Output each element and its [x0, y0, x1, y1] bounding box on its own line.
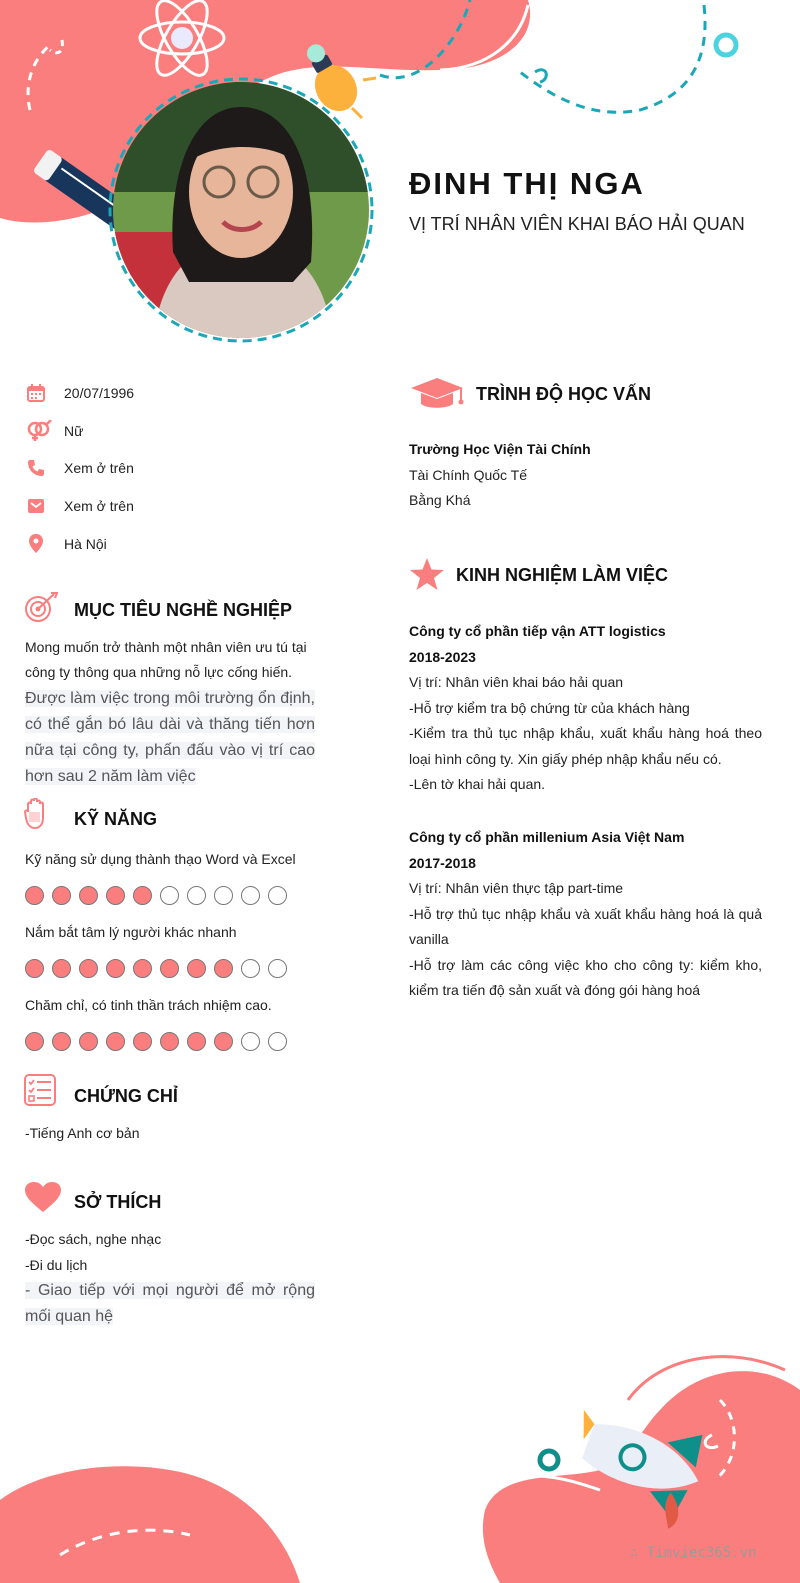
location-text: Hà Nội	[64, 536, 107, 552]
objective-highlight-text: Được làm việc trong môi trường ổn định, có thể gắn bó lâu dài và thăng tiến hơn nữa tại công ty, phấn đấu vào vị trí cao hơn sau 2 năm làm việc	[25, 690, 315, 785]
rating-dot-filled	[187, 1032, 206, 1051]
job-line: Vị trí: Nhân viên khai báo hải quan	[409, 674, 624, 690]
rating-dot-filled	[133, 1032, 152, 1051]
birthdate-text: 20/07/1996	[64, 385, 135, 401]
objective-highlight	[25, 686, 315, 790]
job-line: -Hỗ trợ kiểm tra bộ chứng từ của khách hàng	[409, 699, 690, 716]
skill-label: Chăm chỉ, có tinh thần trách nhiệm cao.	[25, 997, 272, 1013]
rating-dot-empty	[241, 886, 260, 905]
rating-dot-filled	[133, 959, 152, 978]
education-school: Trường Học Viện Tài Chính	[409, 441, 591, 457]
job-entry	[409, 619, 762, 798]
location-icon	[26, 532, 54, 556]
education-degree: Bằng Khá	[409, 492, 471, 508]
certificate-item: -Tiếng Anh cơ bản	[25, 1125, 140, 1141]
graduation-cap-icon	[409, 376, 465, 417]
calendar-icon	[26, 381, 54, 405]
rating-dot-filled	[106, 959, 125, 978]
rating-dot-empty	[160, 886, 179, 905]
hobby-highlight-text: - Giao tiếp với mọi người để mở rộng mối quan hệ	[25, 1282, 315, 1325]
rating-dot-empty	[241, 959, 260, 978]
email-icon	[26, 494, 54, 518]
rating-dot-empty	[241, 1032, 260, 1051]
hand-icon	[24, 798, 48, 835]
job-line: Vị trí: Nhân viên thực tập part-time	[409, 880, 624, 896]
job-entry	[409, 825, 762, 1004]
candidate-position: VỊ TRÍ NHÂN VIÊN KHAI BÁO HẢI QUAN	[409, 214, 745, 234]
rating-dot-filled	[79, 959, 98, 978]
gender-text: Nữ	[64, 423, 84, 439]
rating-dot-filled	[106, 886, 125, 905]
rating-dot-filled	[79, 886, 98, 905]
rating-dot-filled	[52, 1032, 71, 1051]
objective-title: MỤC TIÊU NGHỀ NGHIỆP	[74, 600, 293, 620]
experience-title: KINH NGHIỆM LÀM VIỆC	[456, 565, 669, 585]
job-line: -Hỗ trợ làm các công việc kho cho công ty: kiểm kho, kiểm tra tiến độ sản xuất và đóng gói hàng hoá	[409, 956, 762, 998]
contact-gender	[26, 419, 83, 443]
objective-text: Mong muốn trở thành một nhân viên ưu tú tại công ty thông qua những nỗ lực cống hiến.	[25, 639, 307, 680]
job-period: 2017-2018	[409, 854, 476, 871]
job-company: Công ty cổ phần tiếp vận ATT logistics	[409, 623, 666, 639]
contact-phone	[26, 456, 134, 480]
watermark: ∴ Timviec365.vn	[630, 1545, 757, 1561]
rating-dot-filled	[187, 959, 206, 978]
rating-dot-filled	[133, 886, 152, 905]
target-icon	[24, 592, 58, 629]
checklist-icon	[24, 1074, 56, 1111]
contact-location	[26, 532, 107, 556]
job-period: 2018-2023	[409, 648, 476, 665]
skill-rating	[25, 886, 287, 905]
candidate-name: ĐINH THỊ NGA	[409, 166, 645, 201]
rating-dot-empty	[187, 886, 206, 905]
rating-dot-filled	[52, 886, 71, 905]
star-icon	[409, 557, 445, 596]
skill-label: Nắm bắt tâm lý người khác nhanh	[25, 924, 237, 940]
rating-dot-filled	[214, 959, 233, 978]
skill-rating	[25, 959, 287, 978]
skills-title: KỸ NĂNG	[74, 809, 158, 829]
hobby-highlight	[25, 1278, 315, 1330]
contact-email	[26, 494, 134, 518]
rating-dot-empty	[268, 959, 287, 978]
ring-decoration	[716, 35, 736, 55]
education-details	[409, 437, 762, 514]
email-text: Xem ở trên	[64, 498, 134, 514]
hobby-item: -Đi du lịch	[25, 1257, 88, 1273]
heart-icon	[24, 1181, 62, 1218]
skill-rating	[25, 1032, 287, 1051]
contact-birthdate	[26, 381, 134, 405]
rating-dot-filled	[25, 886, 44, 905]
rating-dot-filled	[106, 1032, 125, 1051]
rating-dot-filled	[79, 1032, 98, 1051]
job-line: -Hỗ trợ thủ tục nhập khẩu và xuất khẩu hàng hoá là quả vanilla	[409, 905, 762, 947]
gender-icon	[26, 419, 54, 443]
profile-photo	[113, 82, 369, 338]
job-line: -Lên tờ khai hải quan.	[409, 776, 546, 792]
rating-dot-filled	[214, 1032, 233, 1051]
phone-icon	[26, 456, 54, 480]
rating-dot-filled	[160, 959, 179, 978]
rating-dot-empty	[214, 886, 233, 905]
job-line: -Kiểm tra thủ tục nhập khẩu, xuất khẩu hàng hoá theo loại hình công ty. Xin giấy phép nhập khẩu nếu có.	[409, 725, 762, 767]
certificates-title: CHỨNG CHỈ	[74, 1086, 178, 1106]
rating-dot-filled	[160, 1032, 179, 1051]
education-major: Tài Chính Quốc Tế	[409, 466, 528, 483]
rating-dot-filled	[25, 959, 44, 978]
phone-text: Xem ở trên	[64, 460, 134, 476]
hobbies-title: SỞ THÍCH	[74, 1192, 162, 1212]
rating-dot-filled	[52, 959, 71, 978]
skill-label: Kỹ năng sử dụng thành thạo Word và Excel	[25, 851, 296, 867]
rating-dot-empty	[268, 886, 287, 905]
hobby-item: -Đọc sách, nghe nhạc	[25, 1231, 162, 1247]
rating-dot-filled	[25, 1032, 44, 1051]
rating-dot-empty	[268, 1032, 287, 1051]
job-company: Công ty cổ phần millenium Asia Việt Nam	[409, 829, 685, 845]
education-title: TRÌNH ĐỘ HỌC VẤN	[476, 384, 651, 404]
